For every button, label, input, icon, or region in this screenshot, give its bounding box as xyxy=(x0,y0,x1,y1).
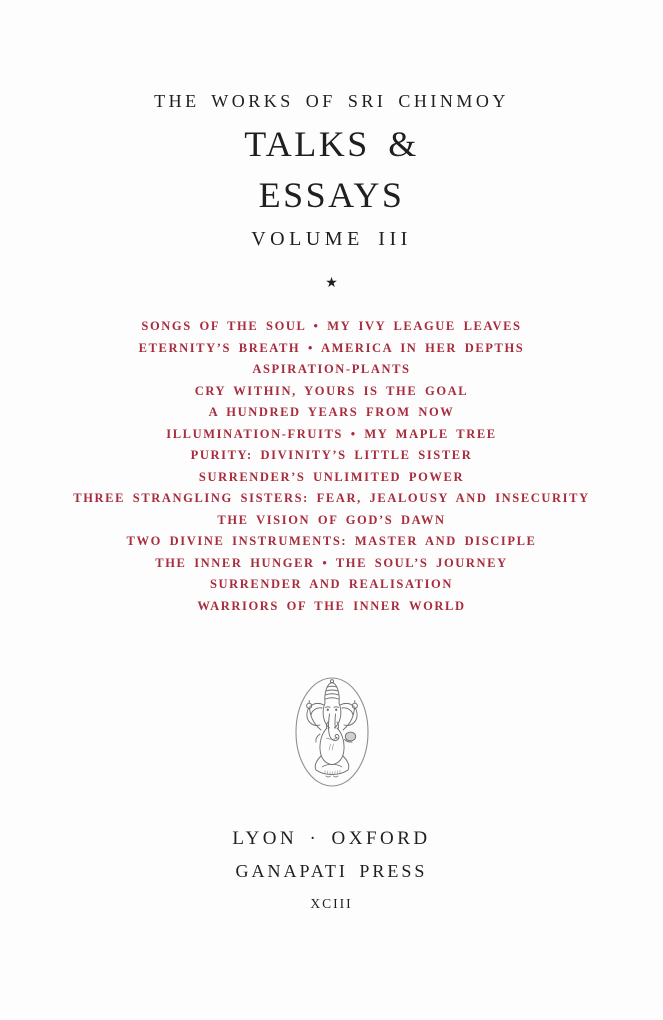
ganesha-emblem-svg xyxy=(294,676,370,788)
star-icon: ★ xyxy=(325,276,338,291)
volume-numeral: XCIII xyxy=(310,896,353,911)
content-line: THE INNER HUNGER • THE SOUL’S JOURNEY xyxy=(155,555,508,570)
content-line: THREE STRANGLING SISTERS: FEAR, JEALOUSY AND INSECURITY xyxy=(73,491,590,505)
volume-label: VOLUME III xyxy=(251,228,412,250)
content-line: ETERNITY’S BREATH • AMERICA IN HER DEPTHS xyxy=(138,340,525,355)
content-line: SURRENDER’S UNLIMITED POWER xyxy=(198,469,465,484)
content-line: ILLUMINATION-FRUITS • MY MAPLE TREE xyxy=(166,426,497,441)
content-line: A HUNDRED YEARS FROM NOW xyxy=(208,405,455,419)
publisher-name: GANAPATI PRESS xyxy=(235,861,428,881)
publisher-cities: LYON · OXFORD xyxy=(232,828,431,849)
content-line: CRY WITHIN, YOURS IS THE GOAL xyxy=(194,383,469,398)
contents-list xyxy=(0,316,663,617)
series-title: THE WORKS OF SRI CHINMOY xyxy=(154,91,509,111)
content-line: WARRIORS OF THE INNER WORLD xyxy=(197,598,466,613)
book-title-line2: ESSAYS xyxy=(258,175,405,215)
content-line: PURITY: DIVINITY’S LITTLE SISTER xyxy=(190,448,473,462)
book-title-line1: TALKS & xyxy=(244,124,419,164)
ganesha-illustration xyxy=(0,676,663,788)
content-line: SURRENDER AND REALISATION xyxy=(209,577,454,591)
content-line: TWO DIVINE INSTRUMENTS: MASTER AND DISCIPLE xyxy=(126,534,537,548)
content-line: ASPIRATION-PLANTS xyxy=(252,362,411,376)
content-line: THE VISION OF GOD’S DAWN xyxy=(217,512,446,527)
content-line: SONGS OF THE SOUL • MY IVY LEAGUE LEAVES xyxy=(141,319,522,333)
